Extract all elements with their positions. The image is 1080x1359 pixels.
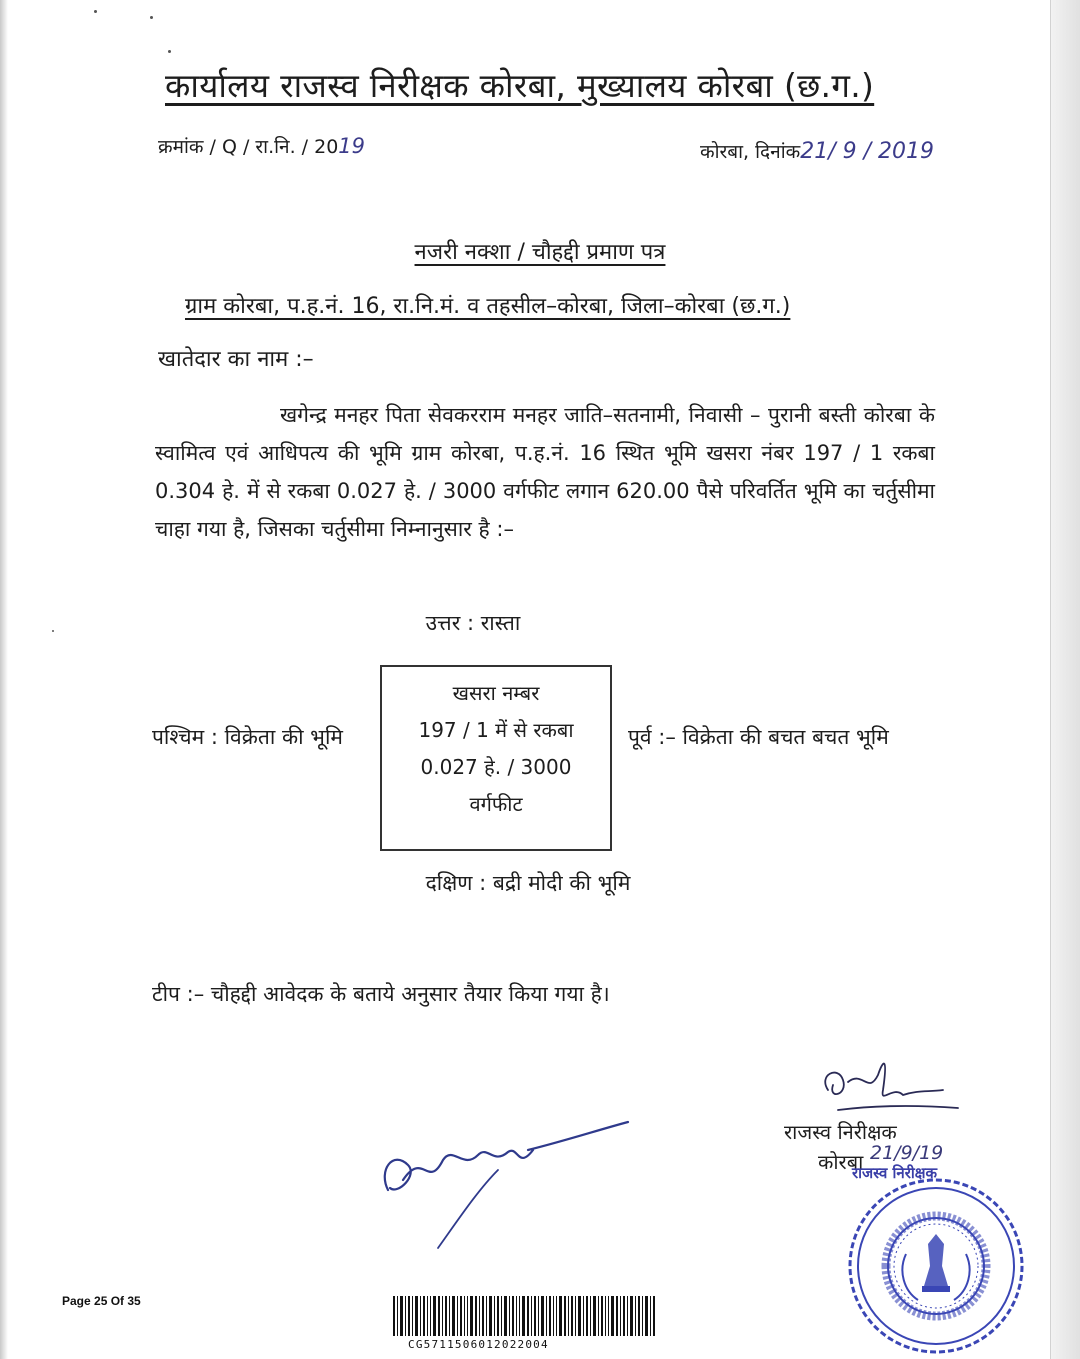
scan-speck [94,10,97,13]
owner-name-label: खातेदार का नाम :– [158,347,314,372]
document-subheading: ग्राम कोरबा, प.ह.नं. 16, रा.नि.मं. व तहसील–कोरबा, जिला–कोरबा (छ.ग.) [185,294,791,319]
khasra-line: 197 / 1 में से रकबा [418,718,574,742]
barcode-text: CG57115060120220​04 [408,1338,549,1351]
scan-speck [150,16,153,19]
scan-speck [168,50,171,53]
reference-number [158,133,365,159]
applicant-signature [368,1110,638,1260]
note: टीप :– चौहद्दी आवेदक के बताये अनुसार तैयार किया गया है। [152,982,610,1006]
official-place: कोरबा [818,1150,864,1174]
date-prefix: कोरबा, दिनांक [700,141,801,163]
date-handwritten: 21/ 9 / 20 [800,139,906,164]
page-counter: Page 25 Of 35 [62,1294,141,1308]
sub-registrar-seal-icon [846,1176,1026,1356]
page-right-edge [1050,0,1080,1359]
official-stamp-label: राजस्व निरीक्षक [852,1164,938,1182]
reference-year-handwritten: 19 [338,134,366,158]
official-handwritten-date: 21/9/19 [870,1142,944,1164]
khasra-line: 0.027 हे. / 3000 [420,755,572,779]
date-year-handwritten: 19 [906,139,934,164]
khasra-line: खसरा नम्बर [452,681,540,705]
east-boundary: पूर्व :– विक्रेता की बचत बचत भूमि [628,725,889,749]
body-paragraph: खगेन्द्र मनहर पिता सेवकरराम मनहर जाति–सतनामी, निवासी – पुरानी बस्ती कोरबा के स्वामित्व एवं आधिपत्य की भूमि ग्राम कोरबा, प.ह.नं. 16 स्थित भूमि खसरा नंबर 197 / 1 रकबा 0.304 हे. में से रकबा 0.027 हे. / 3000 वर्गफीट लगान 620.00 पैसे परिवर्तित भूमि का चर्तुसीमा चाहा गया है, जिसका चर्तुसीमा निम्नानुसार है :– [155,403,935,541]
page-left-shadow [0,0,8,1359]
date-line [700,138,934,164]
document-heading: नजरी नक्शा / चौहद्दी प्रमाण पत्र [414,240,666,265]
south-boundary: दक्षिण : बद्री मोदी की भूमि [425,871,631,895]
barcode-icon [393,1296,658,1338]
khasra-box [380,665,612,851]
official-title: राजस्व निरीक्षक [784,1120,897,1144]
khasra-line: वर्गफीट [469,792,523,816]
reference-prefix: क्रमांक / Q / रा.नि. / 20 [158,136,339,158]
north-boundary: उत्तर : रास्ता [425,611,521,635]
west-boundary: पश्चिम : विक्रेता की भूमि [152,725,343,749]
office-title: कार्यालय राजस्व निरीक्षक कोरबा, मुख्यालय कोरबा (छ.ग.) [165,66,875,105]
